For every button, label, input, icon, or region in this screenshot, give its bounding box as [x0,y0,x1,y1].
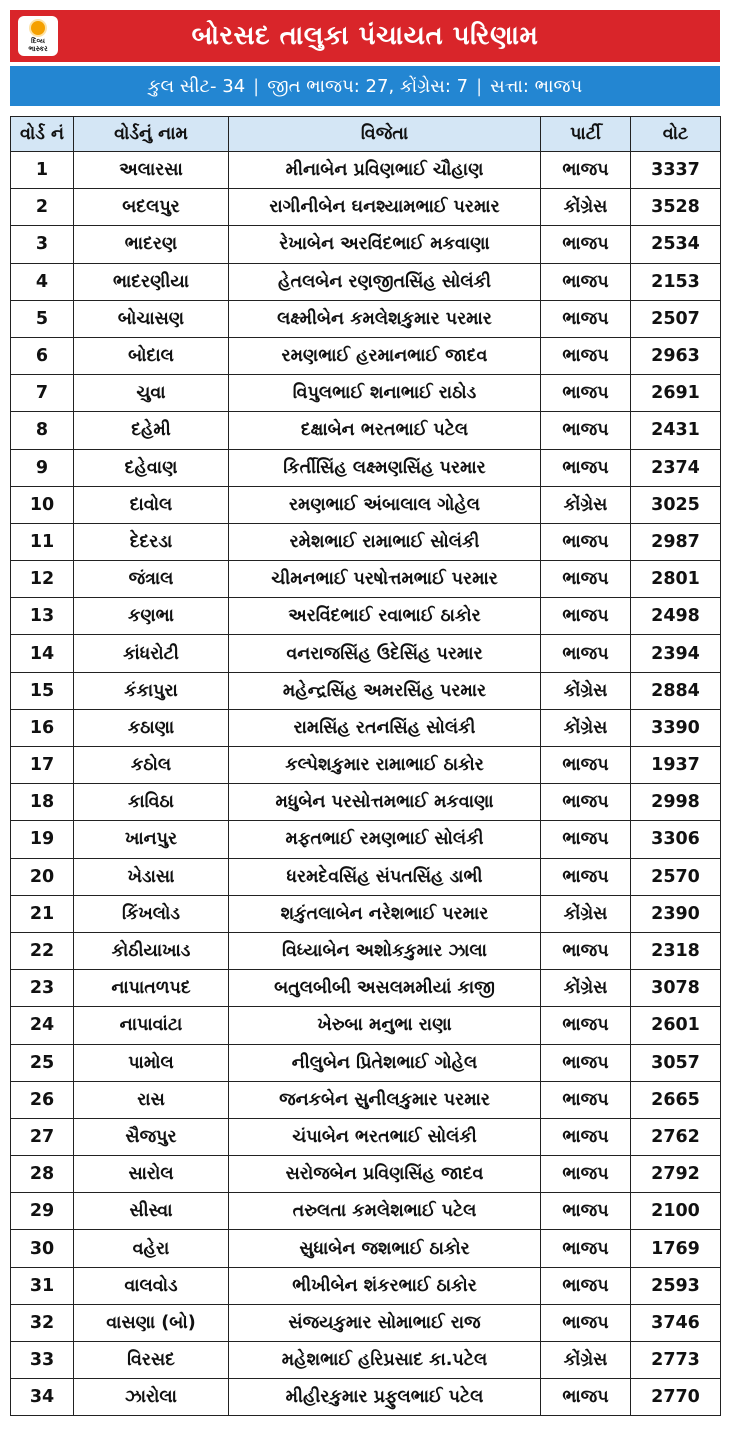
winner-cell: ખેરુબા મનુભા રાણા [229,1007,541,1044]
ward-no-cell: 14 [11,635,74,672]
winner-cell: સંજયકુમાર સોમાભાઈ રાજ [229,1304,541,1341]
table-row [11,747,721,784]
winner-cell: ચીમનભાઈ પરષોત્તમભાઈ પરમાર [229,561,541,598]
ward-name-cell: ઝારોલા [74,1379,229,1416]
ward-no-cell: 6 [11,337,74,374]
votes-cell: 2665 [631,1081,721,1118]
votes-cell: 2100 [631,1193,721,1230]
party-cell: ભાજપ [541,1081,631,1118]
winner-cell: રાગીનીબેન ઘનશ્યામભાઈ પરમાર [229,189,541,226]
table-row [11,895,721,932]
table-header-row [11,117,721,152]
ward-no-cell: 31 [11,1267,74,1304]
table-row [11,1304,721,1341]
winner-cell: બતુલબીબી અસલમમીયાં કાજી [229,970,541,1007]
winner-cell: ચંપાબેન ભરતભાઈ સોલંકી [229,1118,541,1155]
party-cell: કોંગ્રેસ [541,895,631,932]
ward-name-cell: વહેરા [74,1230,229,1267]
party-cell: ભાજપ [541,1267,631,1304]
ward-no-cell: 19 [11,821,74,858]
votes-cell: 2507 [631,300,721,337]
votes-cell: 3025 [631,486,721,523]
table-row [11,1193,721,1230]
votes-cell: 2801 [631,561,721,598]
ward-no-cell: 28 [11,1156,74,1193]
table-row [11,561,721,598]
ward-name-cell: દહેવાણ [74,449,229,486]
ward-no-cell: 12 [11,561,74,598]
ward-name-cell: ખેડાસા [74,858,229,895]
column-header-votes: વોટ [631,117,721,152]
ward-no-cell: 20 [11,858,74,895]
ward-name-cell: કંકાપુરા [74,672,229,709]
winner-cell: મહેશભાઈ હરિપ્રસાદ કા.પટેલ [229,1342,541,1379]
column-header-party: પાર્ટી [541,117,631,152]
ward-no-cell: 23 [11,970,74,1007]
party-cell: ભાજપ [541,1193,631,1230]
table-row [11,858,721,895]
party-cell: ભાજપ [541,821,631,858]
ward-no-cell: 2 [11,189,74,226]
winner-cell: ધરમદેવસિંહ સંપતસિંહ ડાભી [229,858,541,895]
ward-no-cell: 18 [11,784,74,821]
ward-name-cell: કાંધરોટી [74,635,229,672]
party-cell: કોંગ્રેસ [541,486,631,523]
ward-no-cell: 13 [11,598,74,635]
party-cell: ભાજપ [541,858,631,895]
votes-cell: 3078 [631,970,721,1007]
table-row [11,784,721,821]
ward-no-cell: 33 [11,1342,74,1379]
votes-cell: 3337 [631,152,721,189]
winner-cell: રમેશભાઈ રામાભાઈ સોલંકી [229,523,541,560]
ward-no-cell: 32 [11,1304,74,1341]
votes-cell: 2691 [631,375,721,412]
winner-cell: હેતલબેન રણજીતસિંહ સોલંકી [229,263,541,300]
table-row [11,1230,721,1267]
ward-no-cell: 30 [11,1230,74,1267]
party-cell: ભાજપ [541,635,631,672]
party-cell: કોંગ્રેસ [541,1342,631,1379]
table-row [11,1267,721,1304]
ward-name-cell: ચુવા [74,375,229,412]
party-cell: ભાજપ [541,1118,631,1155]
votes-cell: 2998 [631,784,721,821]
table-row [11,412,721,449]
ward-name-cell: દાવોલ [74,486,229,523]
ward-name-cell: રાસ [74,1081,229,1118]
party-cell: ભાજપ [541,1230,631,1267]
ward-name-cell: કિંખલોડ [74,895,229,932]
table-row [11,932,721,969]
summary-banner [10,66,720,106]
results-table [10,116,721,1416]
ward-name-cell: કાવિઠા [74,784,229,821]
page-title: બોરસદ તાલુકા પંચાયત પરિણામ [191,20,539,51]
votes-cell: 2987 [631,523,721,560]
ward-name-cell: દેદરડા [74,523,229,560]
ward-name-cell: વિરસદ [74,1342,229,1379]
party-cell: ભાજપ [541,784,631,821]
votes-cell: 2374 [631,449,721,486]
votes-cell: 2593 [631,1267,721,1304]
title-banner [10,10,720,62]
votes-cell: 3746 [631,1304,721,1341]
votes-cell: 3306 [631,821,721,858]
winner-cell: અરવિંદભાઈ રવાભાઈ ઠાકોર [229,598,541,635]
table-row [11,821,721,858]
ward-no-cell: 24 [11,1007,74,1044]
column-header-ward-name: વોર્ડનું નામ [74,117,229,152]
party-cell: કોંગ્રેસ [541,189,631,226]
ward-name-cell: દહેમી [74,412,229,449]
winner-cell: રામસિંહ રતનસિંહ સોલંકી [229,709,541,746]
summary-divider: | [476,75,483,97]
ward-name-cell: નાપાવાંટા [74,1007,229,1044]
ward-no-cell: 25 [11,1044,74,1081]
winner-cell: ભીખીબેન શંકરભાઈ ઠાકોર [229,1267,541,1304]
party-cell: ભાજપ [541,523,631,560]
table-row [11,709,721,746]
ward-no-cell: 29 [11,1193,74,1230]
party-cell: ભાજપ [541,1379,631,1416]
winner-cell: જનકબેન સુનીલકુમાર પરમાર [229,1081,541,1118]
votes-cell: 2773 [631,1342,721,1379]
logo-text-line1: દિવ્ય [31,37,45,45]
votes-cell: 2792 [631,1156,721,1193]
ward-no-cell: 4 [11,263,74,300]
votes-cell: 1769 [631,1230,721,1267]
votes-cell: 2153 [631,263,721,300]
votes-cell: 3057 [631,1044,721,1081]
winner-cell: રમણભાઈ હરમાનભાઈ જાદવ [229,337,541,374]
winner-cell: વિધ્યાબેન અશોકકુમાર ઝાલા [229,932,541,969]
party-cell: ભાજપ [541,932,631,969]
results-table-container [10,116,720,1416]
ward-name-cell: કોઠીયાખાડ [74,932,229,969]
ward-no-cell: 21 [11,895,74,932]
table-row [11,449,721,486]
ward-name-cell: પામોલ [74,1044,229,1081]
ward-name-cell: સારોલ [74,1156,229,1193]
winner-cell: લક્ષ્મીબેન કમલેશકુમાર પરમાર [229,300,541,337]
winner-cell: મીહીરકુમાર પ્રફુલભાઈ પટેલ [229,1379,541,1416]
votes-cell: 2390 [631,895,721,932]
ward-no-cell: 16 [11,709,74,746]
winner-cell: નીલુબેન પ્રિતેશભાઈ ગોહેલ [229,1044,541,1081]
winner-cell: કલ્પેશકુમાર રામાભાઈ ઠાકોર [229,747,541,784]
party-cell: ભાજપ [541,300,631,337]
party-cell: ભાજપ [541,337,631,374]
won-seats-text: જીત ભાજપ: 27, કોંગ્રેસ: 7 [267,75,469,97]
party-cell: ભાજપ [541,561,631,598]
logo-text-line2: ભાસ્કર [28,45,48,53]
votes-cell: 2394 [631,635,721,672]
winner-cell: વિપુલભાઈ શનાભાઈ રાઠોડ [229,375,541,412]
party-cell: ભાજપ [541,747,631,784]
votes-cell: 3528 [631,189,721,226]
party-cell: કોંગ્રેસ [541,709,631,746]
table-row [11,672,721,709]
ward-no-cell: 8 [11,412,74,449]
votes-cell: 2498 [631,598,721,635]
sun-icon [31,21,45,35]
ward-no-cell: 22 [11,932,74,969]
ward-name-cell: કઠાણા [74,709,229,746]
ward-no-cell: 26 [11,1081,74,1118]
party-cell: કોંગ્રેસ [541,672,631,709]
ward-no-cell: 7 [11,375,74,412]
table-row [11,1156,721,1193]
winner-cell: મફતભાઈ રમણભાઈ સોલંકી [229,821,541,858]
winner-cell: સુધાબેન જશભાઈ ઠાકોર [229,1230,541,1267]
ward-name-cell: બોચાસણ [74,300,229,337]
votes-cell: 3390 [631,709,721,746]
ward-no-cell: 17 [11,747,74,784]
votes-cell: 2318 [631,932,721,969]
ward-name-cell: ભાદરણ [74,226,229,263]
ward-name-cell: બદલપુર [74,189,229,226]
party-cell: ભાજપ [541,226,631,263]
winner-cell: રેખાબેન અરવિંદભાઈ મકવાણા [229,226,541,263]
party-cell: ભાજપ [541,412,631,449]
ward-no-cell: 34 [11,1379,74,1416]
party-cell: ભાજપ [541,449,631,486]
ward-name-cell: ભાદરણીયા [74,263,229,300]
table-row [11,486,721,523]
table-row [11,189,721,226]
votes-cell: 2963 [631,337,721,374]
winner-cell: વનરાજસિંહ ઉદેસિંહ પરમાર [229,635,541,672]
ward-no-cell: 5 [11,300,74,337]
party-cell: ભાજપ [541,152,631,189]
winner-cell: દક્ષાબેન ભરતભાઈ પટેલ [229,412,541,449]
ward-no-cell: 27 [11,1118,74,1155]
votes-cell: 2762 [631,1118,721,1155]
ward-name-cell: સીસ્વા [74,1193,229,1230]
ward-name-cell: બોદાલ [74,337,229,374]
votes-cell: 2601 [631,1007,721,1044]
party-cell: ભાજપ [541,598,631,635]
party-cell: ભાજપ [541,263,631,300]
ward-name-cell: જંત્રાલ [74,561,229,598]
winner-cell: મીનાબેન પ્રવિણભાઈ ચૌહાણ [229,152,541,189]
divya-bhaskar-logo [18,16,58,56]
total-seats-text: કુલ સીટ- 34 [147,75,246,97]
ward-name-cell: સૈજપુર [74,1118,229,1155]
table-row [11,152,721,189]
ward-no-cell: 9 [11,449,74,486]
table-row [11,226,721,263]
ward-no-cell: 1 [11,152,74,189]
party-cell: કોંગ્રેસ [541,970,631,1007]
ward-name-cell: ખાનપુર [74,821,229,858]
ward-no-cell: 15 [11,672,74,709]
votes-cell: 2534 [631,226,721,263]
table-row [11,1118,721,1155]
winner-cell: શકુંતલાબેન નરેશભાઈ પરમાર [229,895,541,932]
table-row [11,1342,721,1379]
winner-cell: રમણભાઈ અંબાલાલ ગોહેલ [229,486,541,523]
winner-cell: મહેન્દ્રસિંહ અમરસિંહ પરમાર [229,672,541,709]
ward-name-cell: કઠોલ [74,747,229,784]
column-header-ward-no: વોર્ડ નં [11,117,74,152]
votes-cell: 2570 [631,858,721,895]
party-cell: ભાજપ [541,1007,631,1044]
summary-divider: | [253,75,260,97]
votes-cell: 2431 [631,412,721,449]
column-header-winner: વિજેતા [229,117,541,152]
table-row [11,300,721,337]
party-cell: ભાજપ [541,1044,631,1081]
table-row [11,1379,721,1416]
ward-no-cell: 3 [11,226,74,263]
party-cell: ભાજપ [541,1304,631,1341]
ward-name-cell: નાપાતળપદ [74,970,229,1007]
ward-name-cell: વાલવોડ [74,1267,229,1304]
ward-name-cell: અલારસા [74,152,229,189]
party-cell: ભાજપ [541,375,631,412]
table-row [11,635,721,672]
table-row [11,598,721,635]
winner-cell: મધુબેન પરસોત્તમભાઈ મકવાણા [229,784,541,821]
winner-cell: સરોજબેન પ્રવિણસિંહ જાદવ [229,1156,541,1193]
ward-name-cell: વાસણા (બો) [74,1304,229,1341]
party-cell: ભાજપ [541,1156,631,1193]
ward-name-cell: કણભા [74,598,229,635]
power-text: સત્તા: ભાજપ [490,75,583,97]
votes-cell: 1937 [631,747,721,784]
ward-no-cell: 11 [11,523,74,560]
table-row [11,523,721,560]
table-row [11,337,721,374]
table-row [11,970,721,1007]
table-row [11,1007,721,1044]
table-row [11,1081,721,1118]
votes-cell: 2884 [631,672,721,709]
winner-cell: કિર્તીસિંહ લક્ષ્મણસિંહ પરમાર [229,449,541,486]
votes-cell: 2770 [631,1379,721,1416]
table-row [11,375,721,412]
table-row [11,1044,721,1081]
table-row [11,263,721,300]
ward-no-cell: 10 [11,486,74,523]
winner-cell: તરુલતા કમલેશભાઈ પટેલ [229,1193,541,1230]
